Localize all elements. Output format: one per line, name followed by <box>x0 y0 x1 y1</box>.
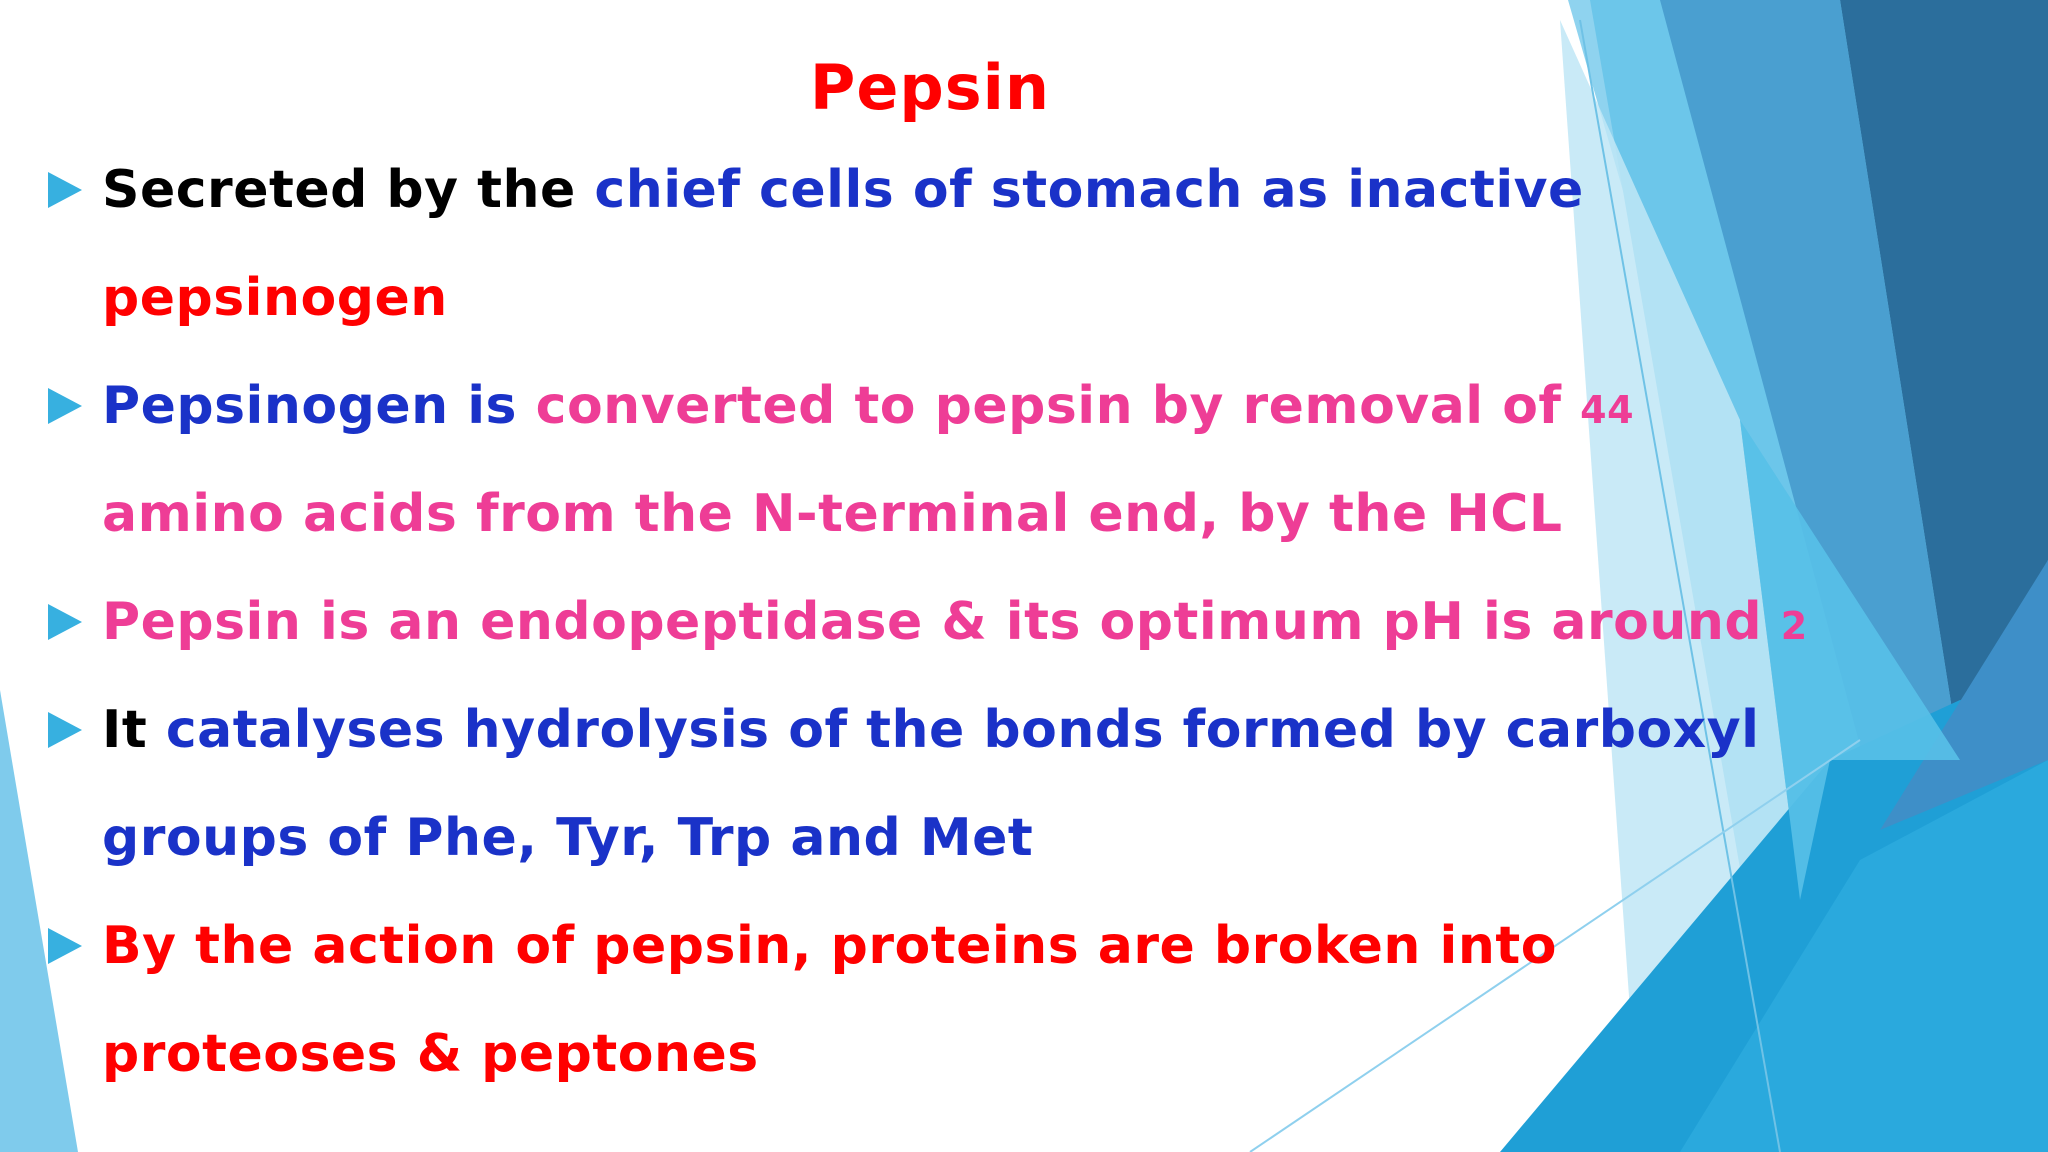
text-segment: Pepsinogen is <box>102 376 536 436</box>
text-segment: chief cells of stomach as inactive <box>594 160 1584 220</box>
bullet-text-5 <box>102 892 1702 1108</box>
bg-facet <box>0 690 78 1152</box>
bullet-text-2 <box>102 352 1702 568</box>
text-segment: converted to pepsin by removal of <box>535 376 1581 436</box>
bullet-line <box>102 568 1808 676</box>
text-segment: 2 <box>1780 604 1808 648</box>
text-segment: groups of Phe, Tyr, Trp and Met <box>102 808 1034 868</box>
bullet-arrow-icon <box>48 172 82 208</box>
text-segment: catalyses hydrolysis of the bonds formed by carboxyl <box>165 700 1760 760</box>
text-segment: 44 <box>1580 388 1635 432</box>
bullet-text-3 <box>102 568 1808 676</box>
text-segment: It <box>102 700 166 760</box>
text-segment: amino acids from the N-terminal end, by the HCL <box>102 484 1563 544</box>
bullet-text-4 <box>102 676 1760 892</box>
bullet-line <box>102 784 1702 892</box>
bullet-line <box>102 136 1702 244</box>
bullet-arrow-icon <box>48 604 82 640</box>
text-segment: Pepsin is an endopeptidase & its optimum pH is around <box>102 592 1781 652</box>
text-segment: proteoses & peptones <box>102 1024 759 1084</box>
bullet-arrow-icon <box>48 712 82 748</box>
bullet-arrow-icon <box>48 388 82 424</box>
bullet-arrow-icon <box>48 928 82 964</box>
bullet-line <box>102 460 1702 568</box>
bullet-line <box>102 1000 1702 1108</box>
bullet-line <box>102 244 1702 352</box>
bullet-line <box>102 352 1702 460</box>
slide-title: Pepsin <box>809 51 1051 124</box>
text-segment: By the action of pepsin, proteins are broken into <box>102 916 1557 976</box>
bullet-line <box>102 892 1702 1000</box>
text-segment: pepsinogen <box>102 268 448 328</box>
text-segment: Secreted by the <box>102 160 595 220</box>
bullet-text-1 <box>102 136 1702 352</box>
bullet-line <box>102 676 1760 784</box>
